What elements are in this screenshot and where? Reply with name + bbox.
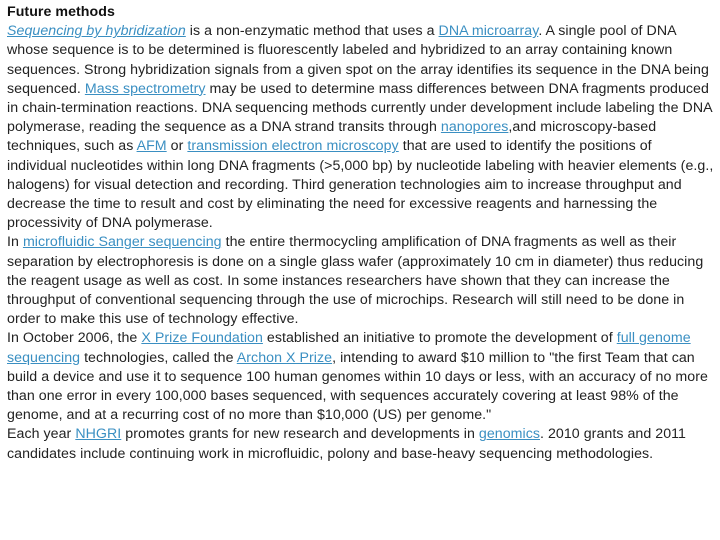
inline-link-sequencing-by-hybridization[interactable]: Sequencing by hybridization xyxy=(7,23,186,40)
article-body xyxy=(7,22,715,464)
text-run: . A single pool of DNA whose sequence is to be determined is fluorescently labeled and hybridized to an array containing known sequences. Strong hybridization signals from a given spot on the array identifies its sequence in the DNA being sequenced. xyxy=(7,23,709,97)
text-run: Each year xyxy=(7,426,76,443)
inline-link-dna-microarray[interactable]: DNA microarray xyxy=(438,23,539,40)
inline-link-nhgri[interactable]: NHGRI xyxy=(75,426,122,443)
paragraph xyxy=(7,233,715,329)
text-run: . 2010 grants and 2011 candidates include continuing work in microfluidic, polony and base-heavy sequencing methodologies. xyxy=(7,426,686,462)
inline-link-full-genome-sequencing[interactable]: full genome sequencing xyxy=(7,330,691,366)
inline-link-nanopores[interactable]: nanopores xyxy=(440,119,509,136)
text-run: In xyxy=(7,234,23,251)
inline-link-mass-spectrometry[interactable]: Mass spectrometry xyxy=(84,80,206,97)
inline-link-genomics[interactable]: genomics xyxy=(478,426,540,443)
article xyxy=(7,3,715,464)
text-run: the entire thermocycling amplification of DNA fragments as well as their separation by electrophoresis is done on a single glass wafer (approximately 10 cm in diameter) thus reducing the reagent usage as well as cost. In some instances researchers have shown that they can increase the throughput of conventional sequencing through the use of microchips. Research will still need to be done in order to make this use of technology effective. xyxy=(7,234,704,328)
inline-link-archon-x-prize[interactable]: Archon X Prize xyxy=(236,349,333,366)
text-run: In October 2006, the xyxy=(7,330,142,347)
text-run: established an initiative to promote the development of xyxy=(262,330,617,347)
inline-link-microfluidic-sanger-sequencing[interactable]: microfluidic Sanger sequencing xyxy=(22,234,222,251)
text-run: is a non-enzymatic method that uses a xyxy=(185,23,439,40)
paragraph xyxy=(7,22,715,233)
text-run: ,and microscopy-based techniques, such as xyxy=(7,119,657,155)
text-run: technologies, called the xyxy=(80,349,237,366)
inline-link-x-prize-foundation[interactable]: X Prize Foundation xyxy=(141,330,263,347)
text-run: promotes grants for new research and developments in xyxy=(121,426,479,443)
paragraph xyxy=(7,329,715,425)
text-run: or xyxy=(166,138,188,155)
text-run: that are used to identify the positions of individual nucleotides within long DNA fragments (>5,000 bp) by nucleotide labeling with heavier elements (e.g., halogens) for visual detection and recording. Third generation technologies aim to increase throughput and decrease the time to result and cost by eliminating the need for excessive reagents and harnessing the processivity of DNA polymerase. xyxy=(7,138,714,232)
text-run: , intending to award $10 million to "the first Team that can build a device and use it to sequence 100 human genomes within 10 days or less, with an accuracy of no more than one error in every 100,000 bases sequenced, with sequences accurately covering at least 98% of the genome, and at a recurring cost of no more than $10,000 (US) per genome." xyxy=(7,349,708,424)
inline-link-transmission-electron-microscopy[interactable]: transmission electron microscopy xyxy=(187,138,399,155)
paragraph xyxy=(7,425,715,463)
text-run: may be used to determine mass differences between DNA fragments produced in chain-termination reactions. DNA sequencing methods currently under development include labeling the DNA polymerase, reading the sequence as a DNA strand transits through xyxy=(7,80,712,136)
inline-link-afm[interactable]: AFM xyxy=(136,138,167,155)
section-title: Future methods xyxy=(7,4,115,20)
